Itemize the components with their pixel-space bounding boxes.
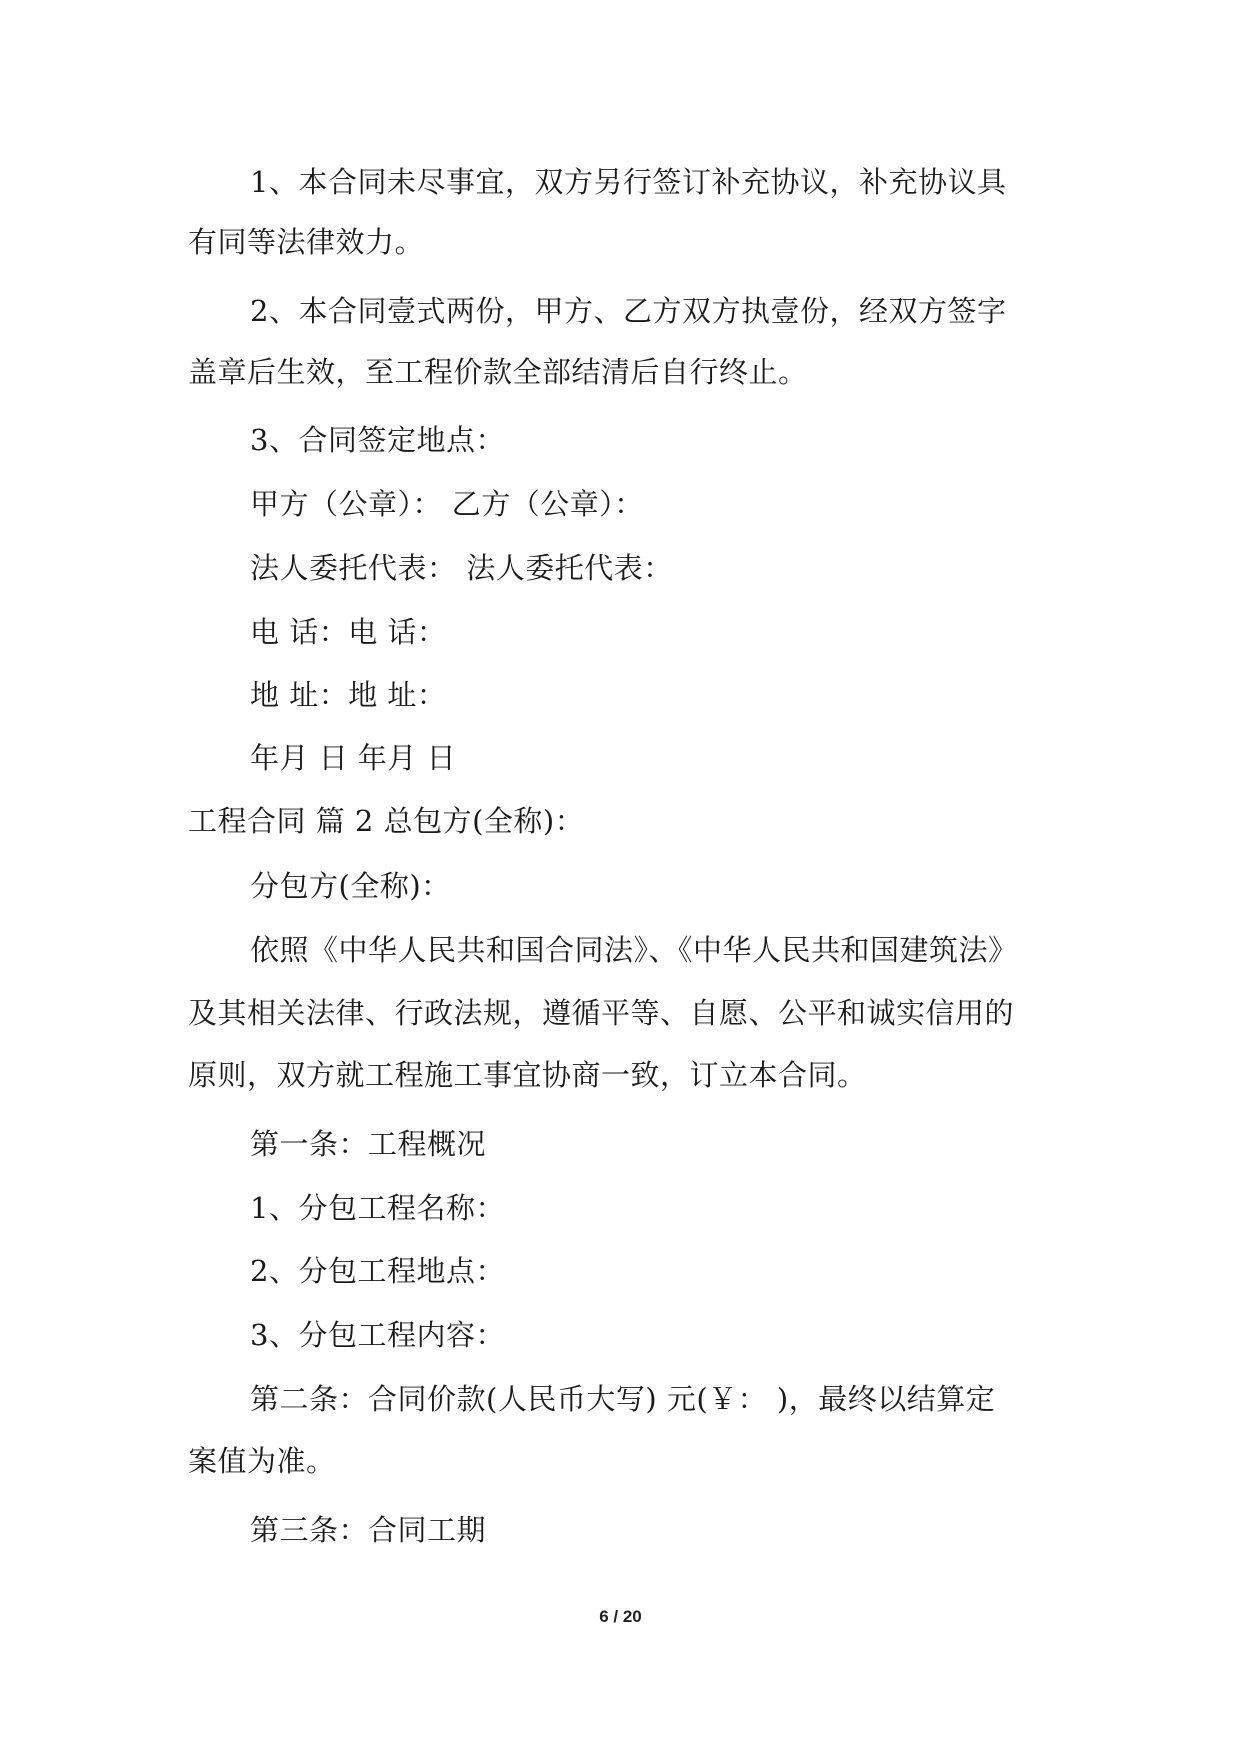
- paragraph-line: 及其相关法律、行政法规，遵循平等、自愿、公平和诚实信用的: [188, 996, 1015, 1030]
- article-heading: 第二条：合同价款(人民币大写) 元(￥： )，最终以结算定: [250, 1382, 996, 1416]
- paragraph-line: 分包方(全称)：: [250, 869, 451, 903]
- paragraph-line: 2、分包工程地点：: [250, 1254, 505, 1288]
- paragraph-line: 甲方（公章）： 乙方（公章）：: [250, 487, 644, 521]
- paragraph-line: 依照《中华人民共和国合同法》、《中华人民共和国建筑法》: [250, 933, 1018, 967]
- paragraph-line: 地 址：地 址：: [250, 678, 447, 712]
- paragraph-line: 1、分包工程名称：: [250, 1191, 505, 1225]
- article-heading: 第一条：工程概况: [250, 1127, 487, 1161]
- article-heading: 第三条：合同工期: [250, 1513, 487, 1547]
- paragraph-line: 年月 日 年月 日: [250, 741, 457, 775]
- paragraph-line: 案值为准。: [188, 1444, 336, 1478]
- paragraph-line: 盖章后生效，至工程价款全部结清后自行终止。: [188, 355, 808, 389]
- paragraph-line: 1、本合同未尽事宜，双方另行签订补充协议，补充协议具: [250, 165, 1007, 199]
- paragraph-line: 原则，双方就工程施工事宜协商一致，订立本合同。: [188, 1058, 867, 1092]
- paragraph-line: 2、本合同壹式两份，甲方、乙方双方执壹份，经双方签字: [250, 294, 1007, 328]
- section-heading: 工程合同 篇 2 总包方(全称)：: [188, 804, 585, 838]
- paragraph-line: 法人委托代表： 法人委托代表：: [250, 551, 673, 585]
- paragraph-line: 电 话：电 话：: [250, 615, 447, 649]
- paragraph-line: 3、合同签定地点：: [250, 423, 505, 457]
- paragraph-line: 有同等法律效力。: [188, 225, 425, 259]
- paragraph-line: 3、分包工程内容：: [250, 1318, 505, 1352]
- page-number: 6 / 20: [599, 1607, 642, 1626]
